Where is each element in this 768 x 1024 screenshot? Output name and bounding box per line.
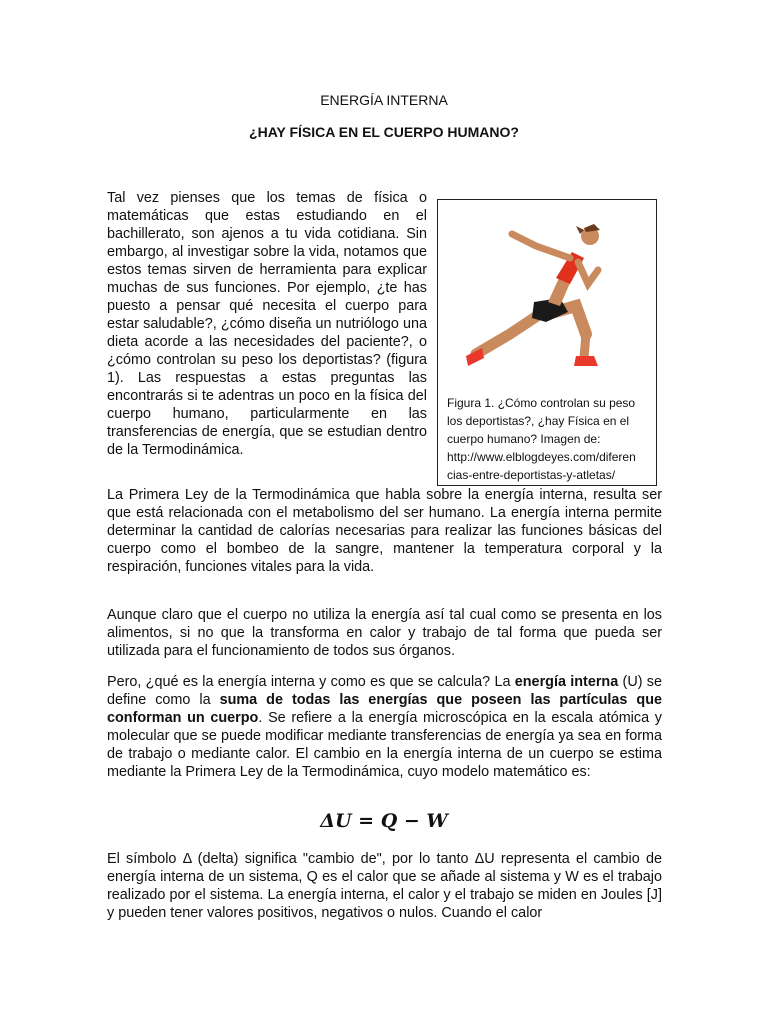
paragraph-intro: Tal vez pienses que los temas de física o matemáticas que estas estudiando en el bachillerato, son ajenos a tu vida cotidiana. Sin embargo, al investigar sobre la vida, notamos que estos temas sirven de herramienta para explicar muchas de sus funciones. Por ejemplo, ¿te has puesto a pensar qué necesita el cuerpo para estar saludable?, ¿cómo diseña un nutriólogo una dieta acorde a las necesidades del paciente?, o ¿cómo controlan su peso los deportistas? (figura 1). Las respuestas a estas preguntas las encontrarás si te adentras un poco en la física del cuerpo humano, particularmente en las transferencias de energía, que se estudian dentro de la Termodinámica. [107,190,427,458]
document-subheading: ¿HAY FÍSICA EN EL CUERPO HUMANO? [249,124,519,140]
paragraph-first-law: La Primera Ley de la Termodinámica que habla sobre la energía interna, resulta ser que está relacionada con el metabolismo del ser humano. La energía interna permite determinar la cantidad de calorías necesarias para realizar las funciones básicas del cuerpo como el bombeo de la sangre, mantener la temperatura corporal y la respiración, funciones vitales para la vida. [107,487,662,575]
caption-line: Figura 1. ¿Cómo controlan su peso [447,396,636,410]
caption-line: cuerpo humano? Imagen de: [447,432,601,446]
figure-caption [447,394,653,484]
paragraph-symbols: El símbolo Δ (delta) significa "cambio de", por lo tanto ΔU representa el cambio de energía interna de un sistema, Q es el calor que se añade al sistema y W es el trabajo realizado por el sistema. La energía interna, el calor y el trabajo se miden en Joules [J] y pueden tener valores positivos, negativos o nulos. Cuando el calor [107,851,662,921]
caption-line: los deportistas?, ¿hay Física en el [447,414,630,428]
sprinter-photo-icon [448,206,648,384]
paragraph-transform: Aunque claro que el cuerpo no utiliza la energía así tal cual como se presenta en los alimentos, si no que la transforma en calor y trabajo de tal forma que pueda ser utilizada para el funcionamiento de todos sus órganos. [107,607,662,659]
figure-1 [437,199,657,486]
document-heading: ENERGÍA INTERNA [320,92,448,108]
text-run: Pero, ¿qué es la energía interna y como es que se calcula? La [107,674,515,690]
paragraph-definition [107,673,662,781]
text-run: . Se refiere a la energía microscópica en la escala atómica y molecular que se puede modificar mediante transferencias de energía ya sea en forma de trabajo o mediante calor. El cambio en la energía interna de un cuerpo se estima mediante la Primera Ley de la Termodinámica, cuyo modelo matemático es: [107,710,662,780]
equation: ΔU = Q − W [320,810,448,832]
bold-definition: suma de todas las energías que poseen las partículas que conforman un cuerpo [107,692,662,726]
text-run: (U) se define como la [107,674,662,708]
caption-line: http://www.elblogdeyes.com/diferen [447,450,636,464]
caption-line: cias-entre-deportistas-y-atletas/ [447,468,616,482]
bold-term: energía interna [514,674,619,690]
